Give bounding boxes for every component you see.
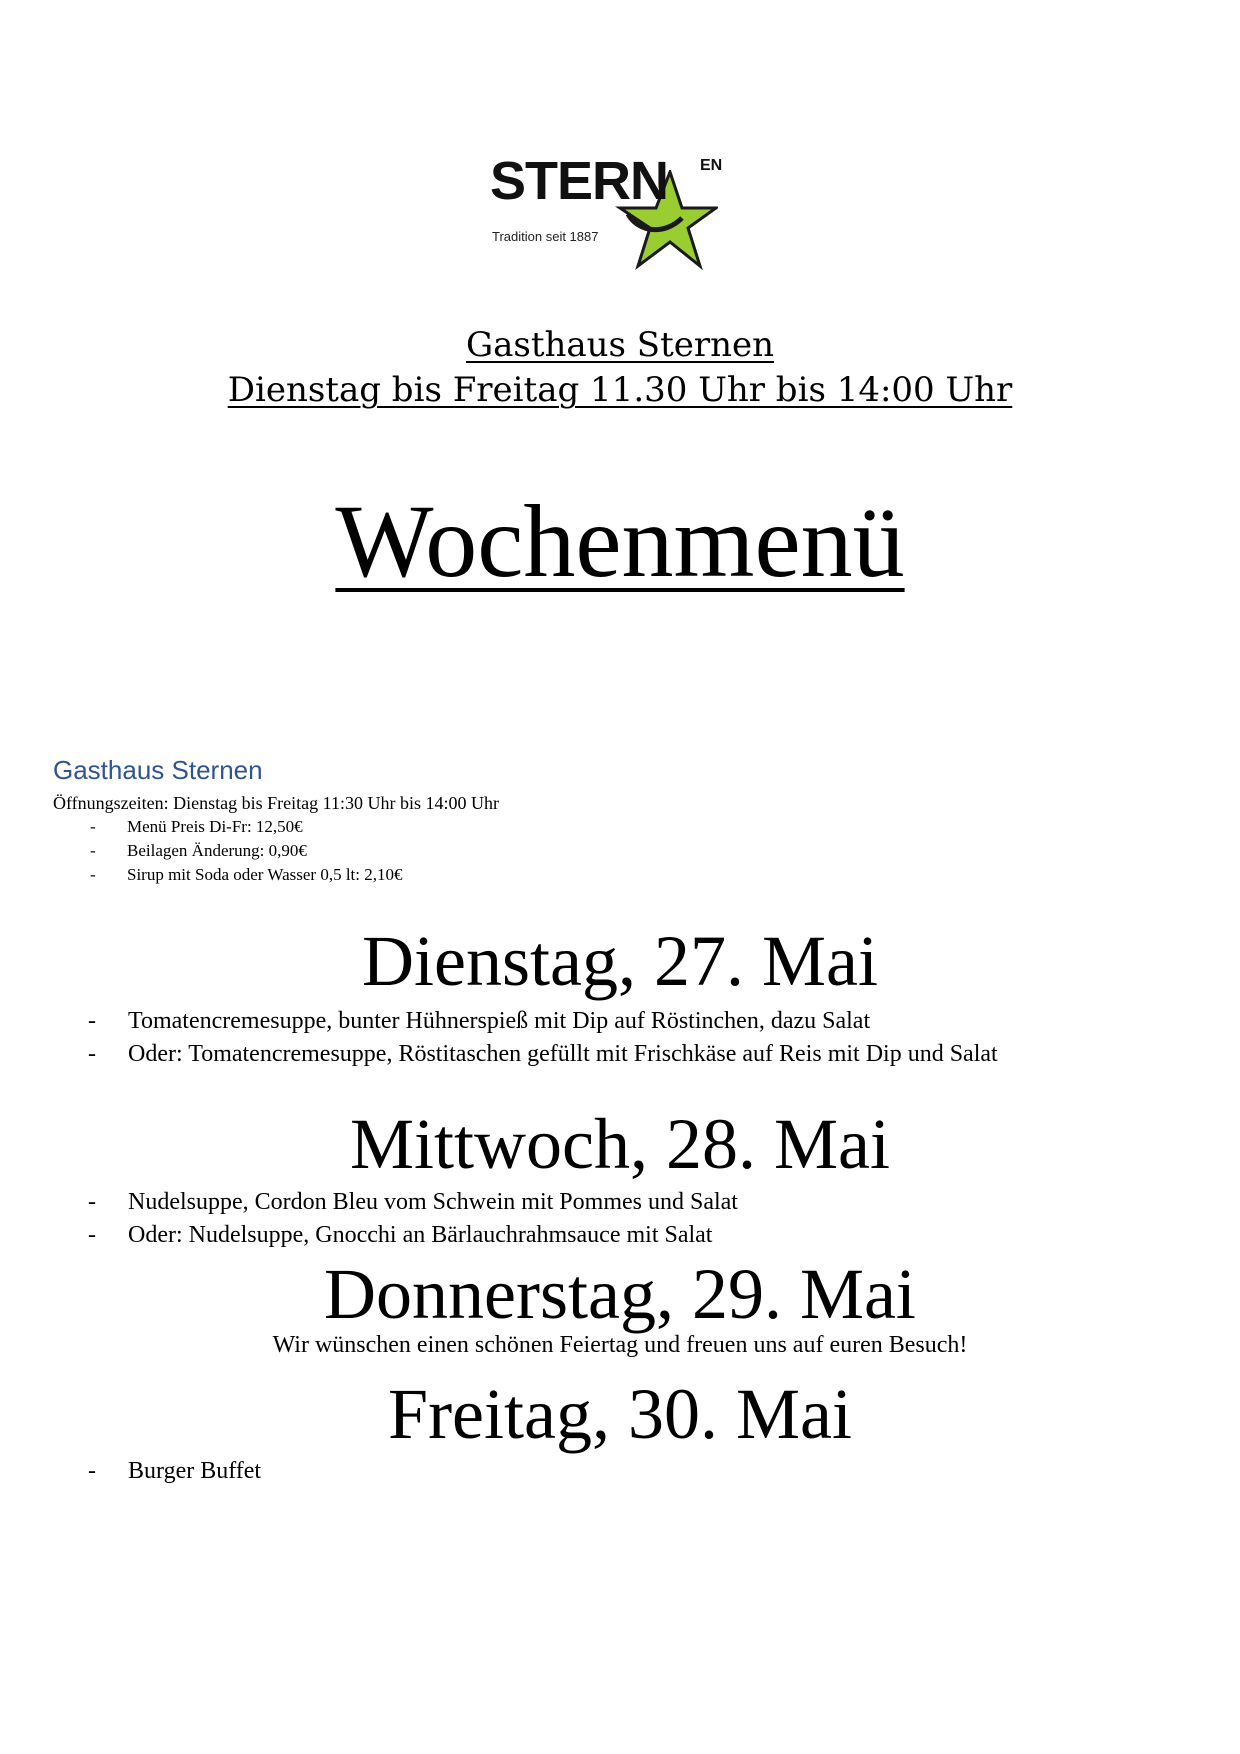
menu-list-tuesday [88, 1005, 1148, 1071]
day-title-wednesday: Mittwoch, 28. Mai [350, 1104, 890, 1184]
list-item: - Burger Buffet [88, 1458, 262, 1484]
day-title-thursday: Donnerstag, 29. Mai [324, 1254, 916, 1334]
logo-wordmark: STERN [490, 151, 669, 211]
logo-tagline: Tradition seit 1887 [492, 229, 599, 244]
holiday-note: Wir wünschen einen schönen Feiertag und freuen uns auf euren Besuch! [272, 1332, 968, 1358]
info-heading: Gasthaus Sternen [53, 755, 263, 785]
list-item: - Menü Preis Di-Fr: 12,50€ [90, 817, 303, 836]
menu-list-friday [88, 1455, 1148, 1488]
list-item: - Nudelsuppe, Cordon Bleu vom Schwein mit Pommes und Salat [88, 1189, 738, 1215]
header-opening-hours: Dienstag bis Freitag 11.30 Uhr bis 14:00 Uhr [227, 370, 1013, 410]
list-item: - Sirup mit Soda oder Wasser 0,5 lt: 2,10€ [90, 865, 403, 884]
day-title-friday: Freitag, 30. Mai [388, 1374, 852, 1454]
menu-list-wednesday [88, 1186, 1148, 1252]
page-title: Wochenmenü [335, 484, 905, 599]
info-opening-hours: Öffnungszeiten: Dienstag bis Freitag 11:30 Uhr bis 14:00 Uhr [53, 793, 499, 813]
price-list [90, 815, 403, 887]
sternen-logo [490, 150, 730, 270]
list-item: - Beilagen Änderung: 0,90€ [90, 841, 307, 860]
list-item: - Oder: Tomatencremesuppe, Röstitaschen gefüllt mit Frischkäse auf Reis mit Dip und Salat [88, 1041, 998, 1067]
header-restaurant-name: Gasthaus Sternen [465, 325, 775, 365]
list-item: - Oder: Nudelsuppe, Gnocchi an Bärlauchrahmsauce mit Salat [88, 1222, 713, 1248]
day-title-tuesday: Dienstag, 27. Mai [362, 921, 878, 1001]
logo-suffix: EN [700, 157, 723, 174]
list-item: - Tomatencremesuppe, bunter Hühnerspieß mit Dip auf Röstinchen, dazu Salat [88, 1008, 871, 1034]
